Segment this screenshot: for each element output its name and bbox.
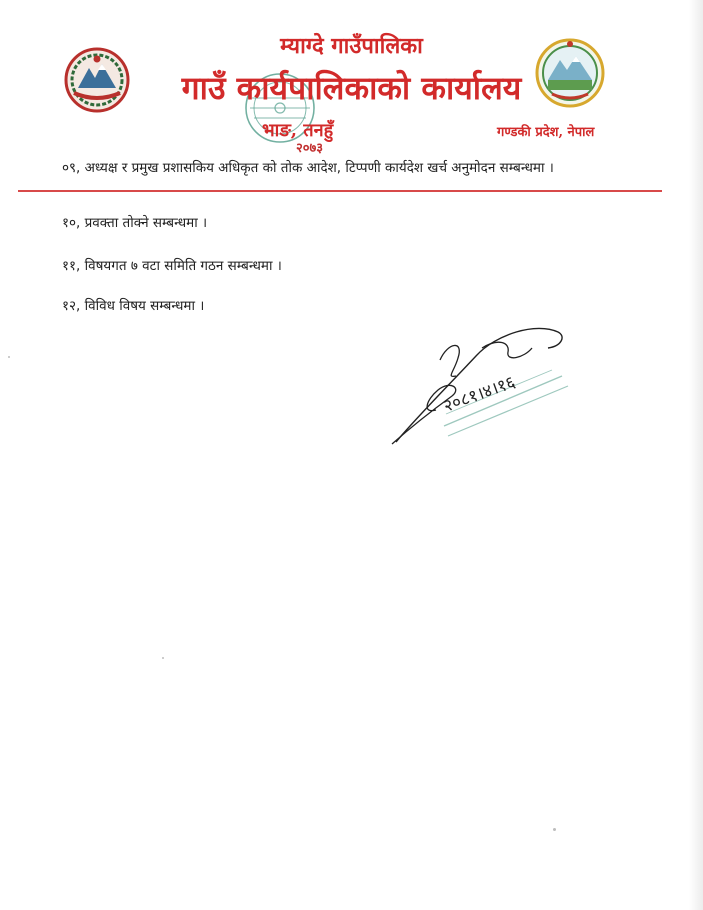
agenda-item-11: ११, विषयगत ७ वटा समिति गठन सम्बन्धमा ।: [62, 258, 282, 274]
signature: [386, 318, 582, 450]
establishment-year: २०७३: [296, 141, 324, 156]
agenda-item-12: १२, विविध विषय सम्बन्धमा ।: [62, 298, 205, 314]
header-divider: [18, 190, 662, 192]
signature-date: २०८१।४।१६: [440, 372, 518, 417]
page-edge-shadow: [689, 0, 703, 910]
agenda-item-10: १०, प्रवक्ता तोक्ने सम्बन्धमा ।: [62, 215, 208, 231]
office-title: गाउँ कार्यपालिकाको कार्यालय: [181, 69, 522, 107]
municipality-name: म्याग्दे गाउँपालिका: [280, 33, 423, 59]
scan-speck: [8, 356, 10, 358]
scan-speck: [162, 657, 164, 659]
office-location: भाङ, तनहुँ: [262, 120, 334, 141]
province-name: गण्डकी प्रदेश, नेपाल: [497, 125, 595, 140]
agenda-item-09: ०९, अध्यक्ष र प्रमुख प्रशासकिय अधिकृत को तोक आदेश, टिप्पणी कार्यदेश खर्च अनुमोदन सम्बन्धमा ।: [62, 160, 554, 176]
scan-speck: [553, 828, 556, 831]
